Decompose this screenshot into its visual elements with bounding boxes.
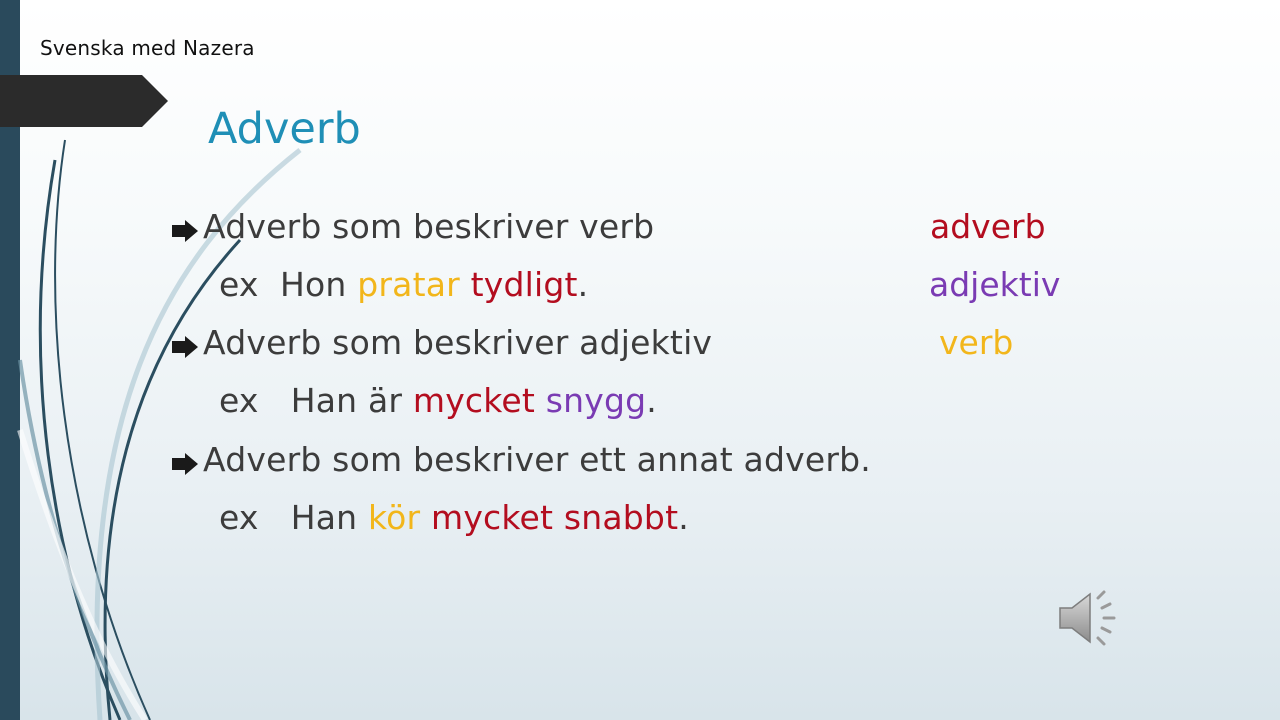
arrow-bullet-icon (170, 219, 200, 243)
arrow-bullet-icon (170, 452, 200, 476)
example-2 (219, 381, 657, 420)
bullet-1-text: Adverb som beskriver verb (203, 207, 655, 246)
example-prefix: ex Han (219, 498, 368, 537)
example-3 (219, 498, 689, 537)
title-arrow-banner (0, 75, 170, 131)
speaker-icon[interactable] (1052, 588, 1124, 648)
space (535, 381, 546, 420)
verb-word: kör (367, 498, 421, 537)
example-prefix: ex Han är (219, 381, 413, 420)
bullet-2-text: Adverb som beskriver adjektiv (203, 323, 713, 362)
adverb-word: tydligt (470, 265, 578, 304)
legend-adverb: adverb (930, 207, 1046, 246)
sentence-end: . (577, 265, 589, 304)
adverb-word: mycket snabbt (430, 498, 679, 537)
space (420, 498, 431, 537)
arrow-bullet-icon (170, 335, 200, 359)
adverb-word: mycket (412, 381, 536, 420)
example-1 (219, 265, 588, 304)
sentence-end: . (678, 498, 689, 537)
verb-word: pratar (357, 265, 460, 304)
adjective-word: snygg (545, 381, 647, 420)
legend-verb: verb (939, 323, 1014, 362)
space (460, 265, 471, 304)
sentence-end: . (646, 381, 657, 420)
example-prefix: ex Hon (219, 265, 358, 304)
bullet-3-text: Adverb som beskriver ett annat adverb. (203, 440, 871, 479)
channel-watermark: Svenska med Nazera (40, 36, 255, 60)
legend-adjective: adjektiv (929, 265, 1061, 304)
slide-title: Adverb (208, 104, 361, 154)
